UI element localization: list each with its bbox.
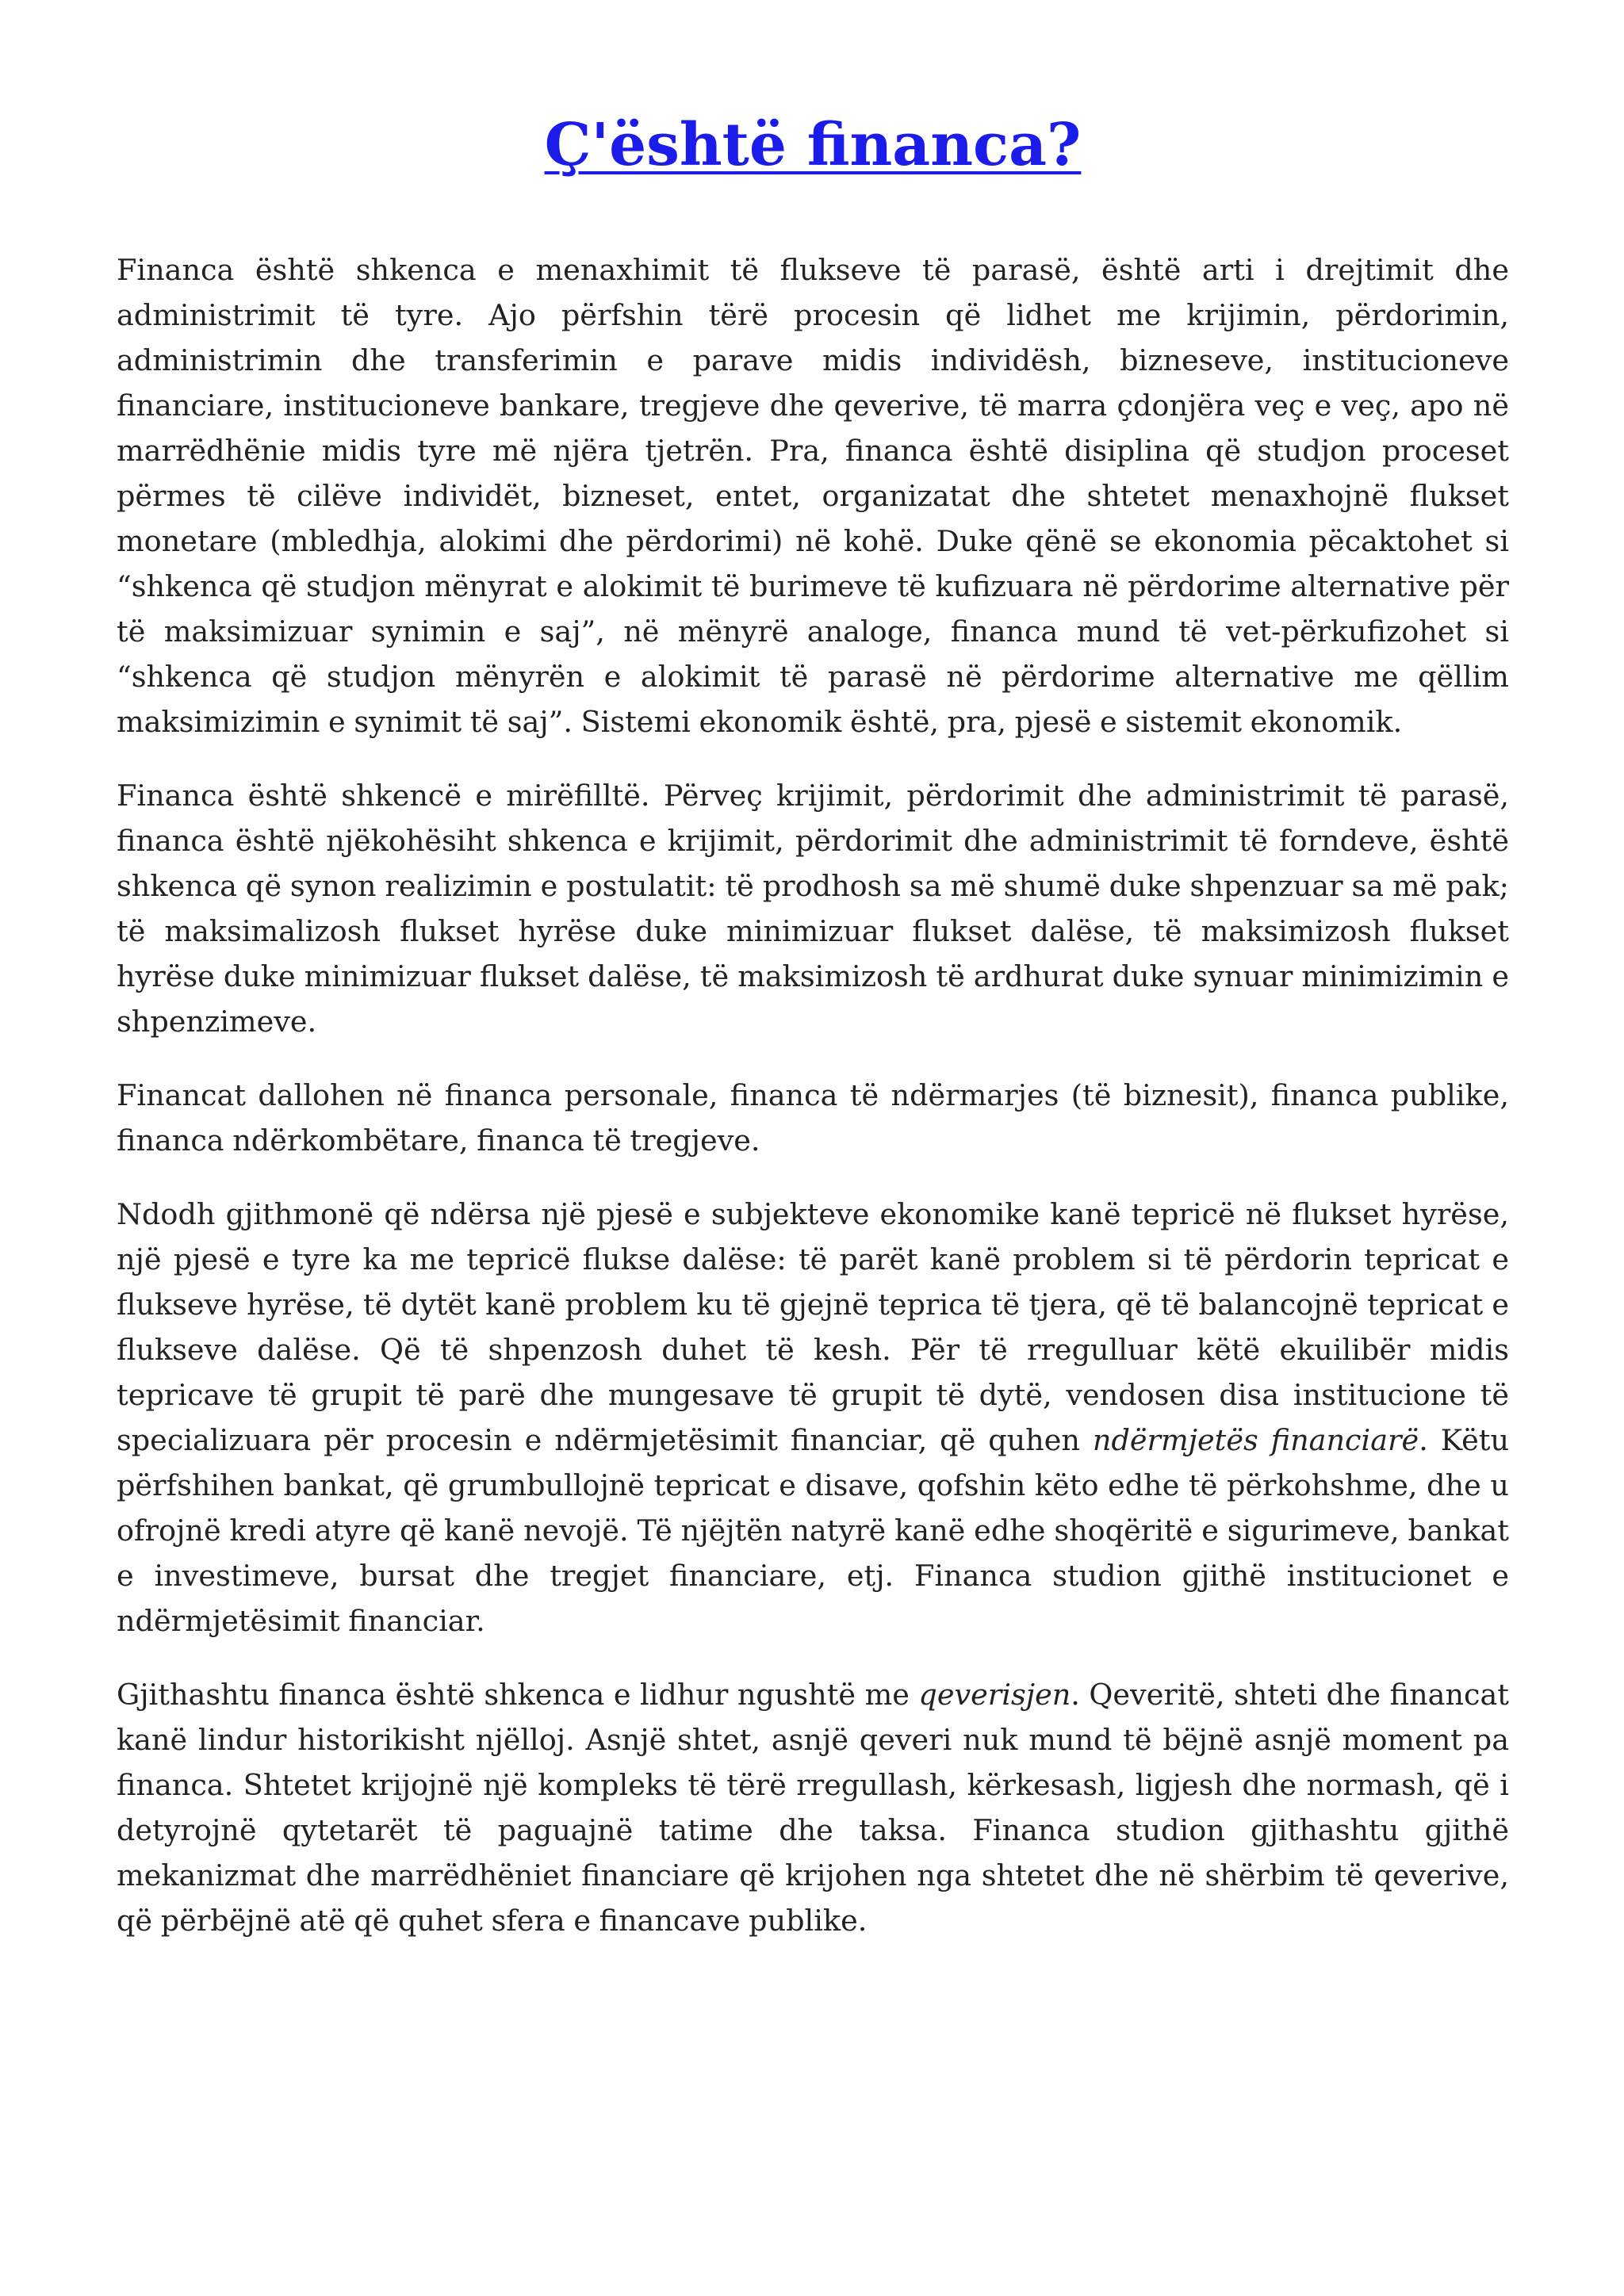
article-title-link[interactable]: Ç'është financa? [544, 111, 1082, 179]
paragraph-4-emphasis: ndërmjetës financiarë [1092, 1423, 1419, 1457]
paragraph-5-emphasis: qeverisjen [918, 1678, 1071, 1712]
paragraph-2: Financa është shkencë e mirëfilltë. Përveç krijimit, përdorimit dhe administrimit të parasë, financa është njëkohësiht shkenca e krijimit, përdorimit dhe administrimit të forndeve, është shkenca që synon realizimin e postulatit: të prodhosh sa më shumë duke shpenzuar sa më pak; të maksimalizosh flukset hyrëse duke minimizuar flukset dalëse, të maksimizosh flukset hyrëse duke minimizuar flukset dalëse, të maksimizosh të ardhurat duke synuar minimizimin e shpenzimeve. [117, 779, 1509, 1039]
title-container [117, 111, 1509, 179]
document-page [117, 0, 1509, 1972]
paragraph-4-text-end: . Këtu përfshihen bankat, që grumbullojnë tepricat e disave, qofshin këto edhe të përkohshme, dhe u ofrojnë kredi atyre që kanë nevojë. Të njëjtën natyrë kanë edhe shoqëritë e sigurimeve, bankat e investimeve, bursat dhe tregjet financiare, etj. Financa studion gjithë institucionet e ndërmjetësimit financiar. [117, 1423, 1510, 1638]
article-body [117, 247, 1509, 1943]
paragraph-5-text-start: Gjithashtu financa është shkenca e lidhur ngushtë me [117, 1678, 919, 1712]
paragraph-3: Financat dallohen në financa personale, financa të ndërmarjes (të biznesit), financa publike, financa ndërkombëtare, financa të tregjeve. [117, 1078, 1509, 1158]
paragraph-4 [117, 1192, 1509, 1644]
paragraph-1: Financa është shkenca e menaxhimit të flukseve të parasë, është arti i drejtimit dhe administrimit të tyre. Ajo përfshin tërë procesin që lidhet me krijimin, përdorimin, administrimin dhe transferimin e parave midis individësh, bizneseve, institucioneve financiare, institucioneve bankare, tregjeve dhe qeverive, të marra çdonjëra veç e veç, apo në marrëdhënie midis tyre më njëra tjetrën. Pra, financa është disiplina që studjon proceset përmes të cilëve individët, bizneset, entet, organizatat dhe shtetet menaxhojnë flukset monetare (mbledhja, alokimi dhe përdorimi) në kohë. Duke qënë se ekonomia pëcaktohet si “shkenca që studjon mënyrat e alokimit të burimeve të kufizuara në përdorime alternative për të maksimizuar synimin e saj”, në mënyrë analoge, financa mund të vet-përkufizohet si “shkenca që studjon mënyrën e alokimit të parasë në përdorime alternative me qëllim maksimizimin e synimit të saj”. Sistemi ekonomik është, pra, pjesë e sistemit ekonomik. [117, 253, 1509, 739]
paragraph-5-text-end: . Qeveritë, shteti dhe financat kanë lindur historikisht njëlloj. Asnjë shtet, asnjë qeveri nuk mund të bëjnë asnjë moment pa financa. Shtetet krijojnë një kompleks të tërë rregullash, kërkesash, ligjesh dhe normash, që i detyrojnë qytetarët të paguajnë tatime dhe taksa. Financa studion gjithashtu gjithë mekanizmat dhe marrëdhëniet financiare që krijohen nga shtetet dhe në shërbim të qeverive, që përbëjnë atë që quhet sfera e financave publike. [117, 1678, 1509, 1938]
paragraph-5 [117, 1672, 1509, 1943]
paragraph-4-text-start: Ndodh gjithmonë që ndërsa një pjesë e subjekteve ekonomike kanë tepricë në flukset hyrëse, një pjesë e tyre ka me tepricë flukse dalëse: të parët kanë problem si të përdorin tepricat e flukseve hyrëse, të dytët kanë problem ku të gjejnë teprica të tjera, që të balancojnë tepricat e flukseve dalëse. Që të shpenzosh duhet të kesh. Për të rregulluar këtë ekuilibër midis tepricave të grupit të parë dhe mungesave të grupit të dytë, vendosen disa institucione të specializuara për procesin e ndërmjetësimit financiar, që quhen [117, 1197, 1509, 1457]
